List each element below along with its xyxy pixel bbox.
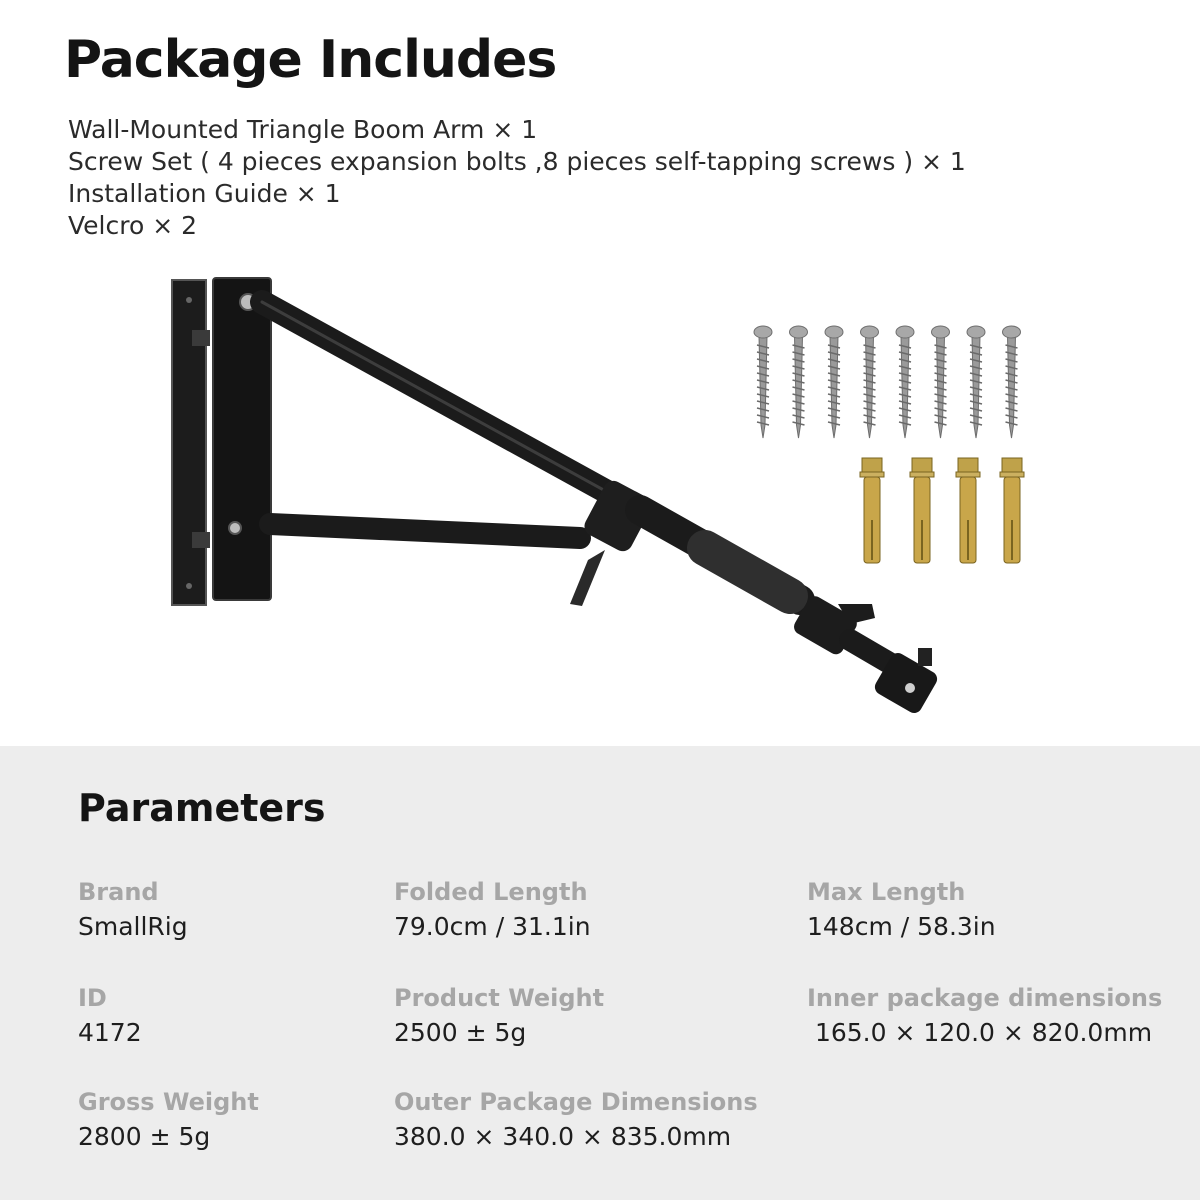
package-item-boom-arm: Wall-Mounted Triangle Boom Arm × 1 <box>68 115 538 144</box>
param-product-weight <box>394 984 604 1047</box>
screw-icon <box>754 326 772 438</box>
bolt-icon <box>860 458 884 563</box>
param-id <box>78 984 142 1047</box>
screw-icon <box>861 326 879 438</box>
screw-icon <box>896 326 914 438</box>
param-label: Max Length <box>807 878 966 906</box>
param-brand <box>78 878 188 941</box>
screw-icon <box>825 326 843 438</box>
param-inner-package-dimensions <box>807 984 1162 1047</box>
bolt-icon <box>910 458 934 563</box>
package-items-list <box>68 114 966 242</box>
product-illustration <box>0 240 1200 740</box>
param-max-length <box>807 878 996 941</box>
param-label: Gross Weight <box>78 1088 259 1116</box>
param-label: Inner package dimensions <box>807 984 1163 1012</box>
param-value: 380.0 × 340.0 × 835.0mm <box>394 1122 732 1151</box>
screw-icon <box>1003 326 1021 438</box>
param-label: Folded Length <box>394 878 588 906</box>
package-item-installation-guide: Installation Guide × 1 <box>68 179 341 208</box>
param-value: 2800 ± 5g <box>78 1122 211 1151</box>
param-value: 2500 ± 5g <box>394 1018 527 1047</box>
wall-mount-plate <box>172 278 271 605</box>
screw-icon <box>790 326 808 438</box>
param-label: Product Weight <box>394 984 605 1012</box>
param-value: 4172 <box>78 1018 142 1047</box>
expansion-bolts <box>860 458 1024 563</box>
param-folded-length <box>394 878 591 941</box>
param-label: ID <box>78 984 107 1012</box>
param-value: SmallRig <box>78 912 188 941</box>
param-value: 165.0 × 120.0 × 820.0mm <box>807 1018 1153 1047</box>
bolt-icon <box>1000 458 1024 563</box>
param-value: 148cm / 58.3in <box>807 912 996 941</box>
param-gross-weight <box>78 1088 259 1151</box>
self-tapping-screws <box>754 326 1021 438</box>
package-item-velcro: Velcro × 2 <box>68 211 198 240</box>
screw-icon <box>967 326 985 438</box>
package-title: Package Includes <box>64 30 557 90</box>
package-item-screw-set: Screw Set ( 4 pieces expansion bolts ,8 pieces self-tapping screws ) × 1 <box>68 147 966 176</box>
param-outer-package-dimensions <box>394 1088 758 1151</box>
bolt-icon <box>956 458 980 563</box>
param-label: Brand <box>78 878 159 906</box>
param-value: 79.0cm / 31.1in <box>394 912 591 941</box>
screw-icon <box>932 326 950 438</box>
boom-arm <box>262 302 940 716</box>
parameters-section <box>0 746 1200 1200</box>
param-label: Outer Package Dimensions <box>394 1088 758 1116</box>
parameters-title: Parameters <box>78 786 326 830</box>
